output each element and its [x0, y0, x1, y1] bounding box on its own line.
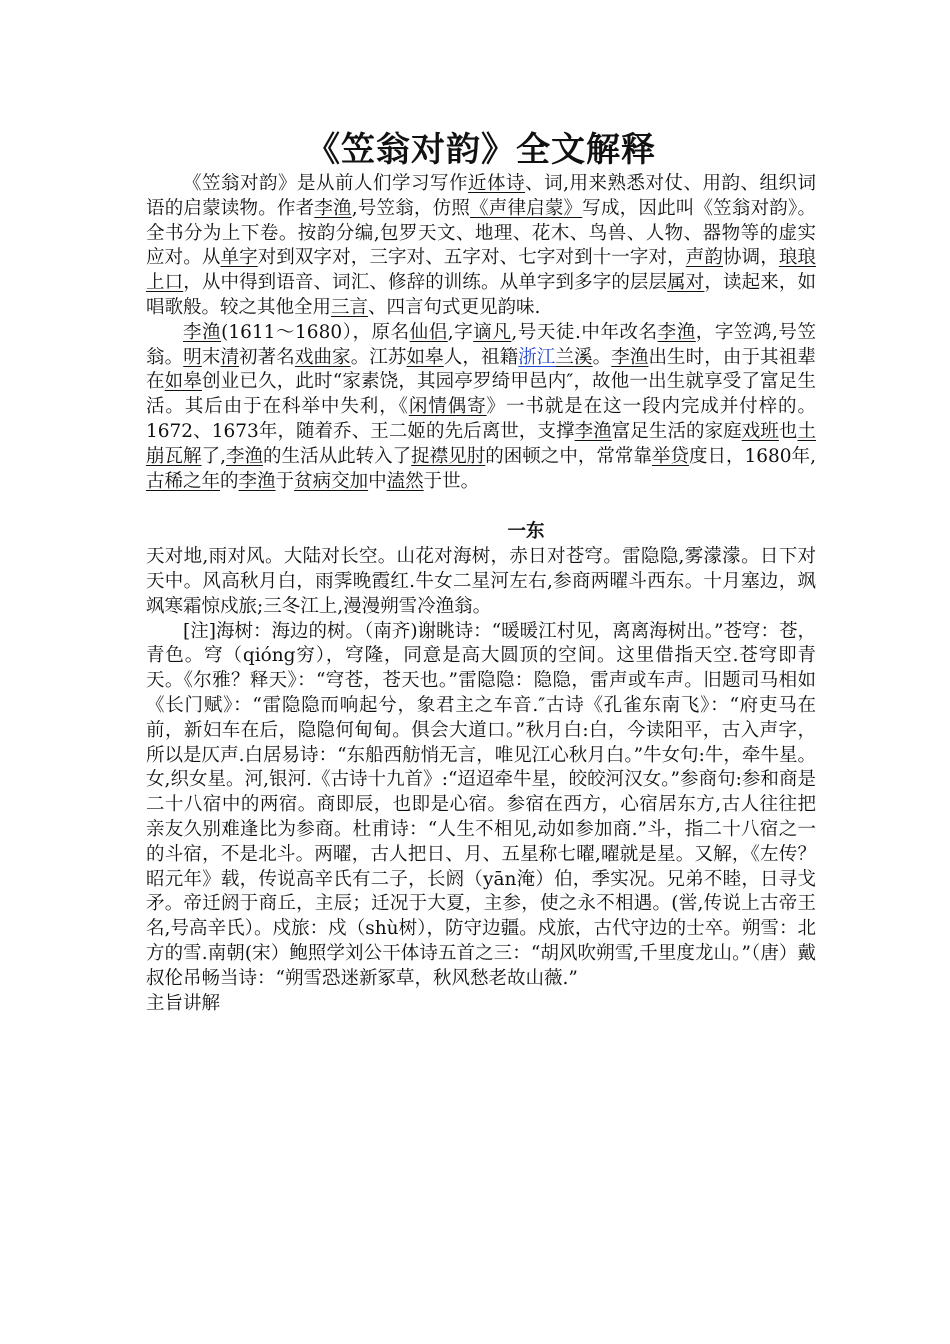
text-run: 的生活从此转入了	[263, 445, 412, 467]
underlined-term: 单字	[220, 247, 258, 269]
underlined-term: 如皋	[164, 371, 203, 393]
underlined-term: 举贷	[651, 445, 689, 467]
place-link[interactable]: 浙江	[518, 346, 556, 368]
text-run: 中	[368, 470, 387, 492]
notes-paragraph: [注]海树：海边的树。（南齐)谢眺诗：“暖暖江村见，离离海树出。”苍穹：苍，青色。穹（qióng穷），穹隆，同意是高大圆顶的空间。这里借指天空.苍穹即青天。《尔雅？释天》：“穹苍，苍天也。”雷隐隐：隐隐，雷声或车声。旧题司马相如《长门赋》：“雷隐隐而响起兮，象君主之车音.″古诗《孔雀东南飞》：“府吏马在前，新妇车在后，隐隐何甸甸。俱会大道口。”秋月白:白，今读阳平，古入声字，所以是仄声.白居易诗：“东船西舫悄无言，唯见江心秋月白。”牛女句:牛，牵牛星。女,织女星。河,银河.《古诗十九首》:“迢迢牵牛星，皎皎河汉女。”参商句:参和商是二十八宿中的两宿。商即辰，也即是心宿。参宿在西方，心宿居东方,古人往往把亲友久别难逢比为参商。杜甫诗：“人生不相见,动如参加商.”斗，指二十八宿之一的斗宿，不是北斗。两曜，古人把日、月、五星称七曜,曜就是星。又解，《左传？昭元年》载，传说高辛氏有二子，长阏（yān淹）伯，季实况。兄弟不睦，日寻戈矛。帝迁阏于商丘，主辰；迁况于大夏，主参，使之永不相遇。(喾,传说上古帝王名,号高辛氏）。戍旅：戍（shù树），防守边疆。戍旅，古代守边的士卒。朔雪：北方的雪.南朝(宋）鲍照学刘公干体诗五首之三：“胡风吹朔雪,千里度龙山。”（唐）戴叔伦吊畅当诗：“朔雪恐迷新冢草，秋风愁老故山薇.”	[146, 620, 816, 989]
text-run: 于	[275, 470, 295, 492]
underlined-term: 戏班	[741, 420, 779, 442]
underlined-term: 清	[220, 346, 240, 368]
summary-heading: 主旨讲解	[146, 992, 221, 1014]
text-run: 。	[592, 346, 612, 368]
text-run: (1611～1680），原名	[221, 321, 410, 343]
text-run: 对到双字对，三字对、五字对、七字对到十一字对，	[257, 247, 686, 269]
biography-paragraph	[146, 321, 816, 495]
text-run: 写成，因此叫《笠翁对韵》。全书分为上下卷。按韵分编,包罗天文、地理、花木、鸟兽、人物、器物等的虚实应对。从	[146, 197, 816, 269]
underlined-term: 土崩瓦解	[146, 420, 816, 467]
underlined-term: 戏曲家	[294, 346, 351, 368]
document-page	[146, 128, 816, 1016]
underlined-term: 如皋	[406, 346, 444, 368]
underlined-term: 李渔	[574, 420, 612, 442]
text-run: ,号天徒.中年改名	[511, 321, 658, 343]
text-run: 的困顿之中，常常靠	[485, 445, 652, 467]
underlined-term: 李渔	[657, 321, 696, 343]
text-run: 创业已久，此时“家素饶，其园亭罗绮甲邑内″，故他一出生就享受了富足生活。其后由于在科举中失利，《	[146, 371, 816, 418]
underlined-term: 琅琅上口	[146, 247, 816, 294]
text-run: 也	[778, 420, 798, 442]
text-run: 度日，1680年,	[688, 445, 816, 467]
text-run: 》一书就是在这一段内完成并付梓的。1672、1673年，随着乔、王二姬的先后离世，支撑	[146, 396, 816, 442]
text-run: 初著名	[239, 346, 295, 368]
text-run: 《笠翁对韵》是从前人们学习写作	[183, 173, 469, 194]
underlined-term: 兰溪	[555, 346, 593, 368]
text-run: 末	[201, 346, 221, 368]
text-run: 、词,用来熟悉对仗、用韵、组织词语的启蒙读物。作者	[146, 173, 816, 219]
underlined-term: 仙侣	[409, 321, 448, 343]
text-run: 的	[220, 470, 239, 492]
text-run: ,号笠翁，仿照	[351, 197, 471, 219]
underlined-term: 李渔	[183, 321, 222, 343]
text-run: ，读起来，如唱歌般。较之其他全用	[146, 272, 816, 318]
underlined-term: 谪凡	[473, 321, 512, 343]
underlined-term: 明	[183, 346, 202, 368]
underlined-term: 李渔	[611, 346, 649, 368]
section-title: 一东	[507, 521, 545, 543]
underlined-term: 三言	[331, 296, 369, 318]
underlined-term: 李渔	[225, 445, 264, 467]
underlined-term: 属对	[667, 272, 705, 294]
underlined-term: 李渔	[238, 470, 276, 492]
text-run: 了,	[201, 445, 226, 467]
text-run: 。江苏	[350, 346, 407, 368]
text-run: 人，祖籍	[443, 346, 519, 368]
text-run: 出生时，由于其祖辈在	[146, 346, 816, 393]
document-title: 《笠翁对韵》全文解释	[306, 130, 656, 170]
underlined-term: 贫病交加	[294, 470, 369, 492]
underlined-term: 《声律启蒙》	[470, 197, 583, 219]
underlined-term: 声韵	[685, 247, 723, 269]
text-run: 富足生活的家庭	[611, 420, 742, 442]
text-run: ,字	[447, 321, 474, 343]
verse-paragraph: 天对地,雨对风。大陆对长空。山花对海树，赤日对苍穹。雷隐隐,雾濛濛。日下对天中。风高秋月白，雨霁晚霞红.牛女二星河左右,参商两曜斗西东。十月塞边，飒飒寒霜惊戍旅;三冬江上,漫漫朔雪冷渔翁。	[146, 546, 816, 617]
text-run: 协调，	[723, 247, 779, 269]
underlined-term: 李渔	[314, 197, 352, 219]
text-run: 于世。	[423, 470, 480, 492]
intro-paragraph	[146, 172, 816, 321]
underlined-term: 溘然	[386, 470, 424, 492]
underlined-term: 近体诗	[468, 173, 526, 194]
text-run: 、四言句式更见韵味.	[368, 296, 541, 318]
text-run: ，从中得到语音、词汇、修辞的训练。从单字到多字的层层	[183, 272, 668, 294]
underlined-term: 闲情偶寄	[408, 396, 487, 418]
underlined-term: 捉襟见肘	[411, 445, 486, 467]
text-run: ，字笠鸿,号笠翁。	[146, 321, 816, 368]
underlined-term: 古稀之年	[146, 470, 221, 492]
